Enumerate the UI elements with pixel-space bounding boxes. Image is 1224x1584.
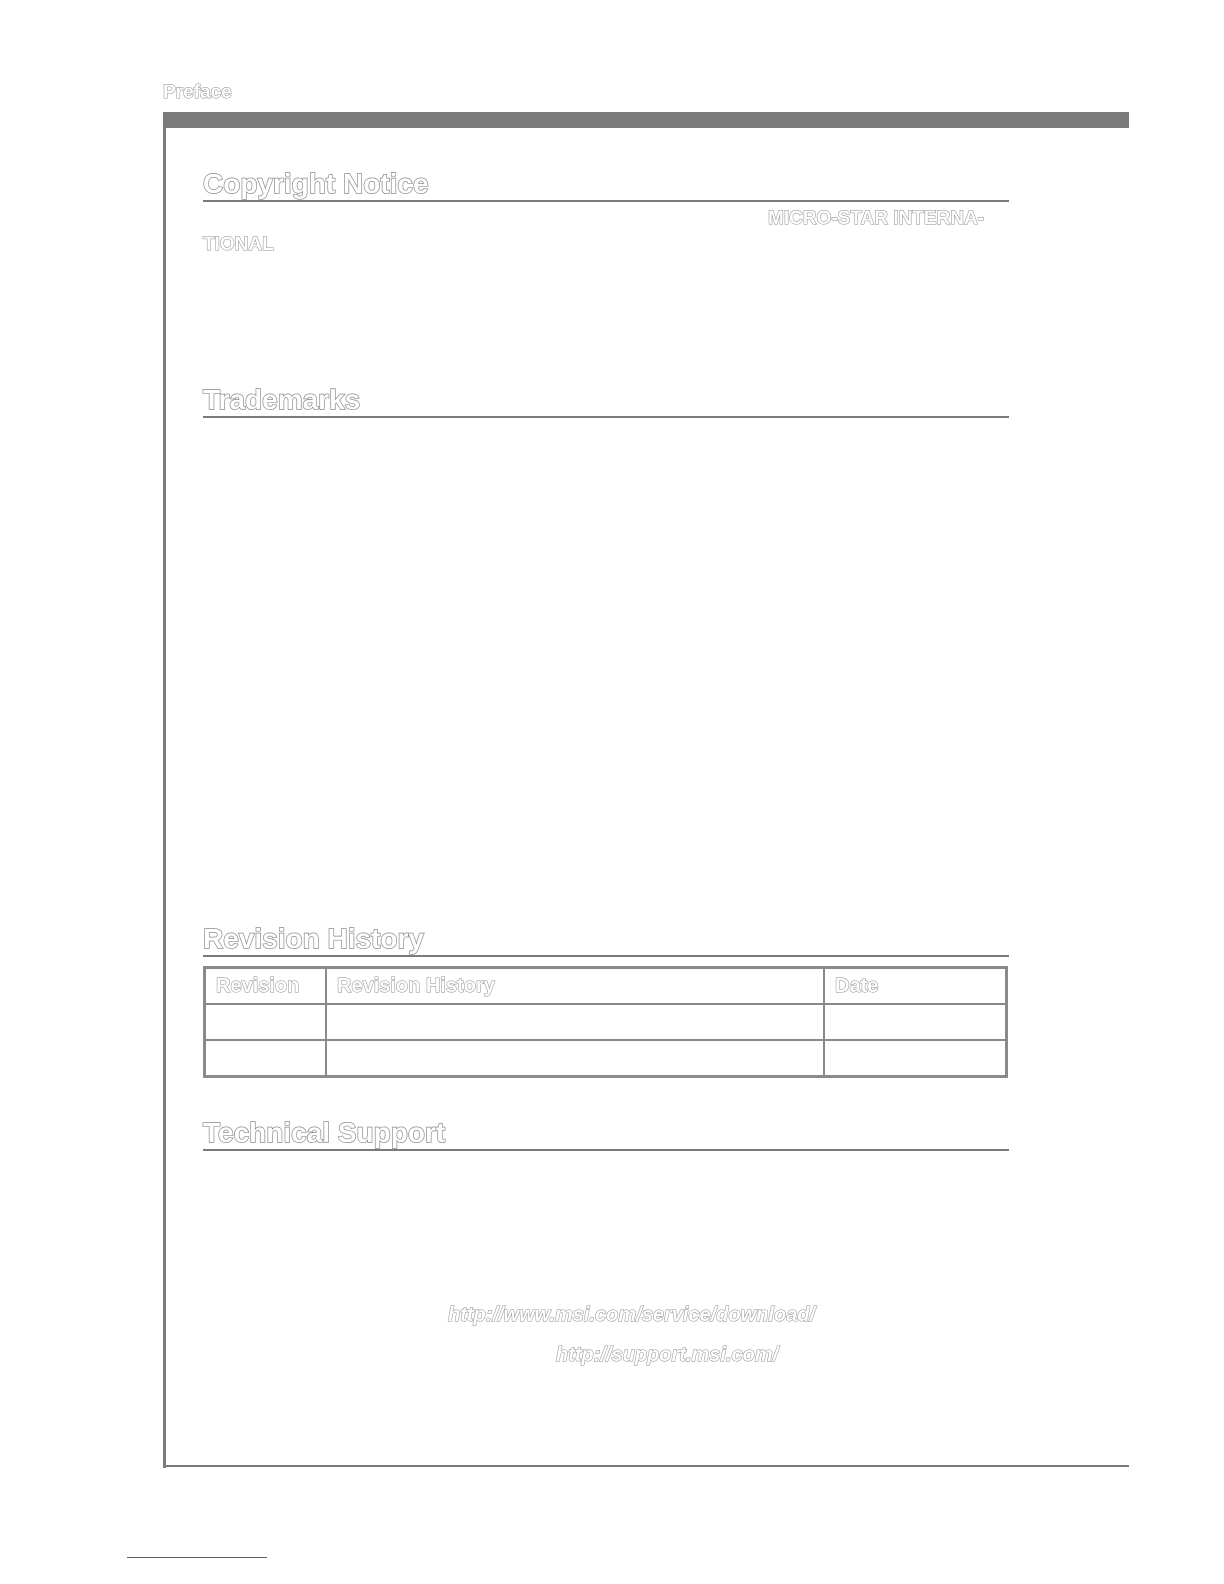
table-row <box>205 1040 1007 1077</box>
trademarks-section-title: Trademarks <box>203 386 1009 418</box>
download-url-link[interactable]: http://www.msi.com/service/download/ <box>448 1304 816 1326</box>
running-header: Preface <box>163 82 232 103</box>
table-cell <box>205 1040 327 1077</box>
column-header-revision-history: Revision History <box>326 968 824 1005</box>
table-cell <box>326 1004 824 1040</box>
bottom-rule <box>163 1465 1129 1467</box>
table-header-row <box>205 968 1007 1005</box>
company-name-part-1: MICRO-STAR INTERNA- <box>768 208 985 229</box>
technical-support-section-title: Technical Support <box>203 1119 1009 1151</box>
table-row <box>205 1004 1007 1040</box>
revision-history-section-title: Revision History <box>203 925 1009 957</box>
column-header-revision: Revision <box>205 968 327 1005</box>
company-name-part-2: TIONAL <box>203 234 274 255</box>
table-cell <box>326 1040 824 1077</box>
header-bar <box>163 112 1129 128</box>
footer-underline <box>127 1557 267 1558</box>
revision-history-table <box>203 966 1008 1078</box>
table-cell <box>824 1040 1007 1077</box>
column-header-date: Date <box>824 968 1007 1005</box>
table-cell <box>824 1004 1007 1040</box>
left-margin-rule <box>163 112 166 1468</box>
table-cell <box>205 1004 327 1040</box>
support-url-link[interactable]: http://support.msi.com/ <box>556 1344 779 1366</box>
copyright-section-title: Copyright Notice <box>203 170 1009 202</box>
